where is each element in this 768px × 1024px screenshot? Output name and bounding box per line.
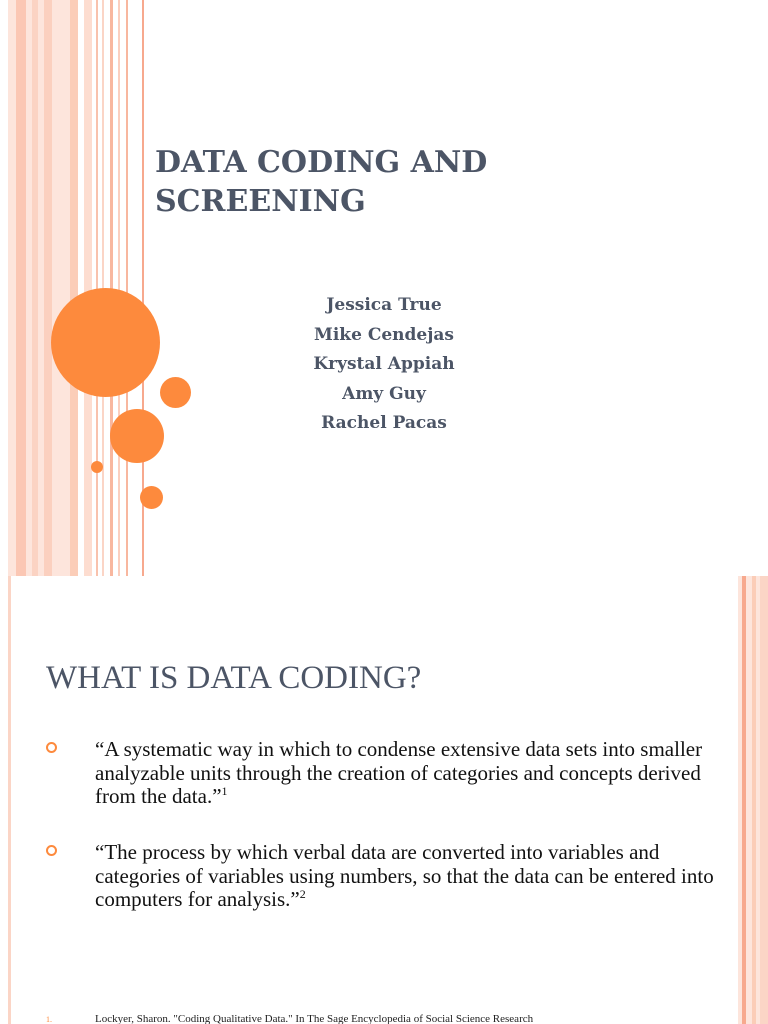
decorative-circle bbox=[91, 461, 103, 473]
slide-title: DATA CODING AND SCREENING bbox=[155, 145, 488, 219]
bullet-circle-icon bbox=[46, 742, 57, 753]
footnote-ref: 2 bbox=[299, 887, 306, 901]
bullet-item bbox=[46, 841, 716, 912]
footnote-number: 1. bbox=[46, 1015, 52, 1024]
decorative-stripe bbox=[742, 576, 746, 1024]
decorative-circle bbox=[140, 486, 163, 509]
decorative-stripe bbox=[84, 0, 92, 576]
bullet-text bbox=[95, 738, 716, 809]
decorative-stripe bbox=[16, 0, 26, 576]
decorative-stripe bbox=[752, 576, 756, 1024]
bullet-circle-icon bbox=[46, 845, 57, 856]
author-name: Amy Guy bbox=[342, 383, 426, 404]
decorative-stripe bbox=[32, 0, 38, 576]
author-name: Jessica True bbox=[326, 295, 442, 315]
decorative-stripe bbox=[126, 0, 128, 576]
decorative-stripe bbox=[118, 0, 120, 576]
author-name: Rachel Pacas bbox=[321, 413, 447, 433]
decorative-circle bbox=[110, 409, 164, 463]
quote-text: “The process by which verbal data are converted into variables and categories of variables using numbers, so that the data can be entered into computers for analysis.” bbox=[95, 840, 714, 911]
author-name: Krystal Appiah bbox=[313, 354, 455, 374]
bullet-text bbox=[95, 841, 716, 912]
slide-title: WHAT IS DATA CODING? bbox=[46, 660, 422, 696]
decorative-stripe bbox=[70, 0, 78, 576]
author-list bbox=[180, 291, 588, 439]
decorative-stripe bbox=[760, 576, 768, 1024]
footnote-text: Lockyer, Sharon. "Coding Qualitative Data." In The Sage Encyclopedia of Social Science Research bbox=[95, 1013, 534, 1024]
author-name: Mike Cendejas bbox=[314, 324, 454, 345]
footnote-ref: 1 bbox=[221, 784, 228, 798]
decorative-circle bbox=[51, 288, 160, 397]
quote-text: “A systematic way in which to condense extensive data sets into smaller analyzable units through the creation of categories and concepts derived from the data.” bbox=[95, 737, 703, 808]
footnote bbox=[46, 1013, 736, 1024]
content-slide bbox=[0, 576, 768, 1024]
decorative-stripe bbox=[44, 0, 52, 576]
decorative-stripe bbox=[8, 576, 11, 1024]
bullet-item bbox=[46, 738, 716, 809]
